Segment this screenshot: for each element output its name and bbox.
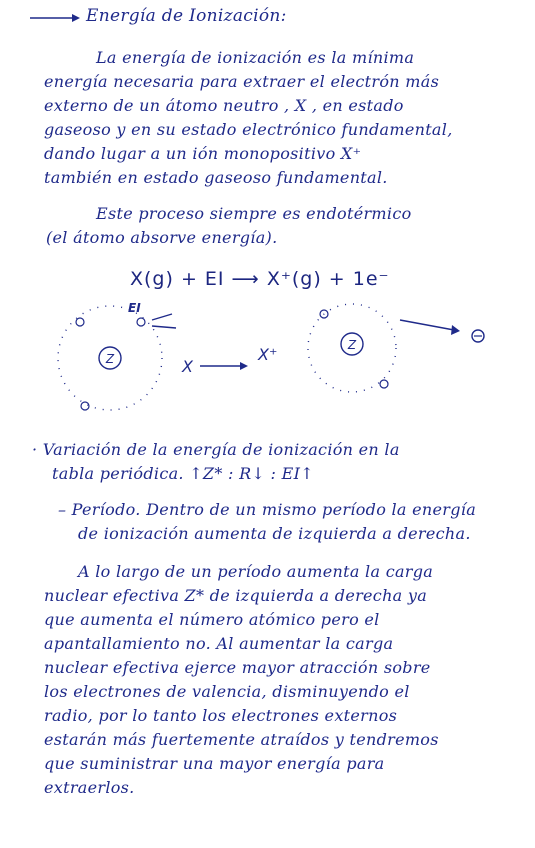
explanation-line: radio, por lo tanto los electrones externos [44, 706, 398, 725]
explanation-line: A lo largo de un período aumenta la carga [78, 562, 434, 581]
explanation-line: los electrones de valencia, disminuyendo el [44, 682, 410, 701]
definition-line: también en estado gaseoso fundamental. [44, 168, 388, 187]
explanation-line: que suministrar una mayor energía para [44, 754, 385, 773]
electron [81, 402, 89, 410]
explanation-line: apantallamiento no. Al aumentar la carga [44, 634, 394, 653]
definition-line: dando lugar a un ión monopositivo X⁺ [44, 144, 362, 163]
variation-line: · Variación de la energía de ionización en la [32, 440, 400, 459]
variation-line: tabla periódica. ↑Z* : R↓ : EI↑ [52, 464, 314, 483]
ionization-equation: X(g) + EI ⟶ X⁺(g) + 1e⁻ [130, 268, 390, 290]
explanation-line: nuclear efectiva Z* de izquierda a derecha ya [44, 586, 428, 605]
nucleus-label-left: Z [105, 352, 115, 366]
ei-label: EI [128, 301, 141, 315]
explanation-line: estarán más fuertemente atraídos y tendremos [44, 730, 439, 749]
definition-line: energía necesaria para extraer el electrón más [44, 72, 440, 91]
explanation-line: extraerlos. [44, 778, 135, 797]
definition-line: gaseoso y en su estado electrónico fundamental, [44, 120, 453, 139]
definition-line: La energía de ionización es la mínima [96, 48, 415, 67]
endothermic-line: (el átomo absorve energía). [46, 228, 278, 247]
explanation-line: que aumenta el número atómico pero el [44, 610, 380, 629]
definition-line: externo de un átomo neutro , X , en estado [44, 96, 404, 115]
title-arrow-icon [30, 12, 80, 24]
endothermic-line: Este proceso siempre es endotérmico [96, 204, 412, 223]
page-title: Energía de Ionización: [86, 6, 287, 26]
arrow-from-label: X [182, 357, 193, 376]
nucleus-label-right: Z [347, 338, 357, 352]
arrow-to-label: X⁺ [258, 345, 278, 364]
period-line: – Período. Dentro de un mismo período la energía [58, 500, 477, 519]
electron [380, 380, 388, 388]
electron [137, 318, 145, 326]
electron [76, 318, 84, 326]
period-line: de ionización aumenta de izquierda a derecha. [78, 524, 471, 543]
ionization-diagram [40, 292, 500, 422]
explanation-line: nuclear efectiva ejerce mayor atracción sobre [44, 658, 431, 677]
